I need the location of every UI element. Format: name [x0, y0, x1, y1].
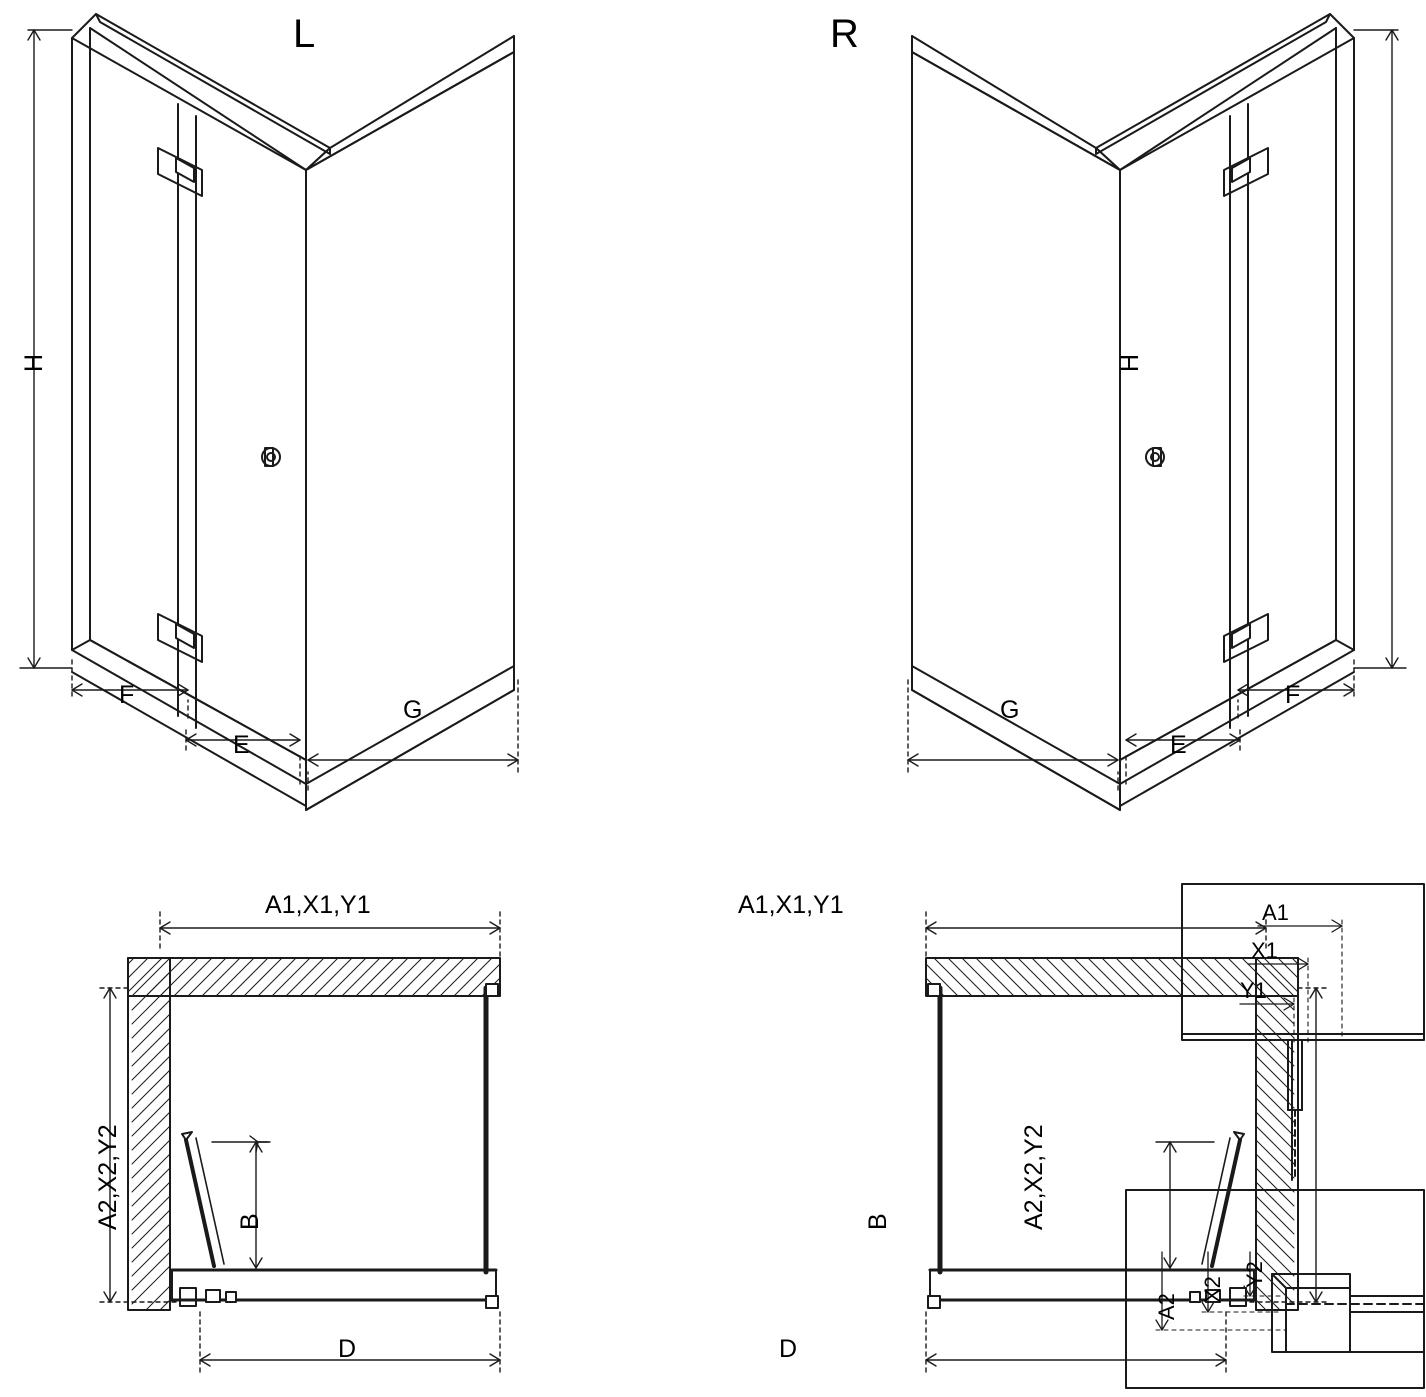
detail-top-label-A1: A1	[1262, 900, 1289, 925]
plan-right-label-D: D	[779, 1335, 798, 1363]
iso-left-dim-H	[20, 30, 72, 668]
plan-right-label-A1X1Y1: A1,X1,Y1	[738, 891, 844, 919]
detail-top-label-X1: X1	[1251, 938, 1278, 963]
title-left: L	[293, 12, 316, 56]
plan-left-label-D: D	[338, 1335, 357, 1363]
plan-right-geometry	[926, 958, 1298, 1310]
title-right: R	[830, 12, 859, 56]
plan-left-label-B: B	[236, 1213, 264, 1230]
iso-left-label-H: H	[20, 353, 48, 372]
iso-right-label-E: E	[1170, 731, 1187, 759]
iso-right-label-G: G	[1000, 696, 1020, 724]
iso-right-label-H: H	[1116, 353, 1144, 372]
iso-right-label-F: F	[1285, 681, 1301, 709]
iso-right-dim-FEG	[908, 660, 1354, 790]
plan-left-geometry	[128, 958, 500, 1310]
detail-bottom-label-X2: X2	[1200, 1276, 1225, 1303]
plan-left-dimensions	[100, 912, 500, 1372]
detail-top-label-Y1: Y1	[1240, 978, 1267, 1003]
iso-left-label-E: E	[233, 731, 250, 759]
iso-left-dim-FEG	[72, 660, 518, 790]
iso-right-dim-H	[1354, 30, 1406, 668]
iso-left-label-G: G	[403, 696, 423, 724]
iso-left-label-F: F	[119, 681, 135, 709]
plan-right-label-B: B	[864, 1213, 892, 1230]
plan-left-label-A2X2Y2: A2,X2,Y2	[94, 1124, 122, 1230]
detail-bottom-label-A2: A2	[1154, 1293, 1179, 1320]
plan-right-label-A2X2Y2: A2,X2,Y2	[1020, 1124, 1048, 1230]
detail-bottom-label-Y2: Y2	[1242, 1261, 1267, 1288]
plan-left-label-A1X1Y1: A1,X1,Y1	[265, 891, 371, 919]
